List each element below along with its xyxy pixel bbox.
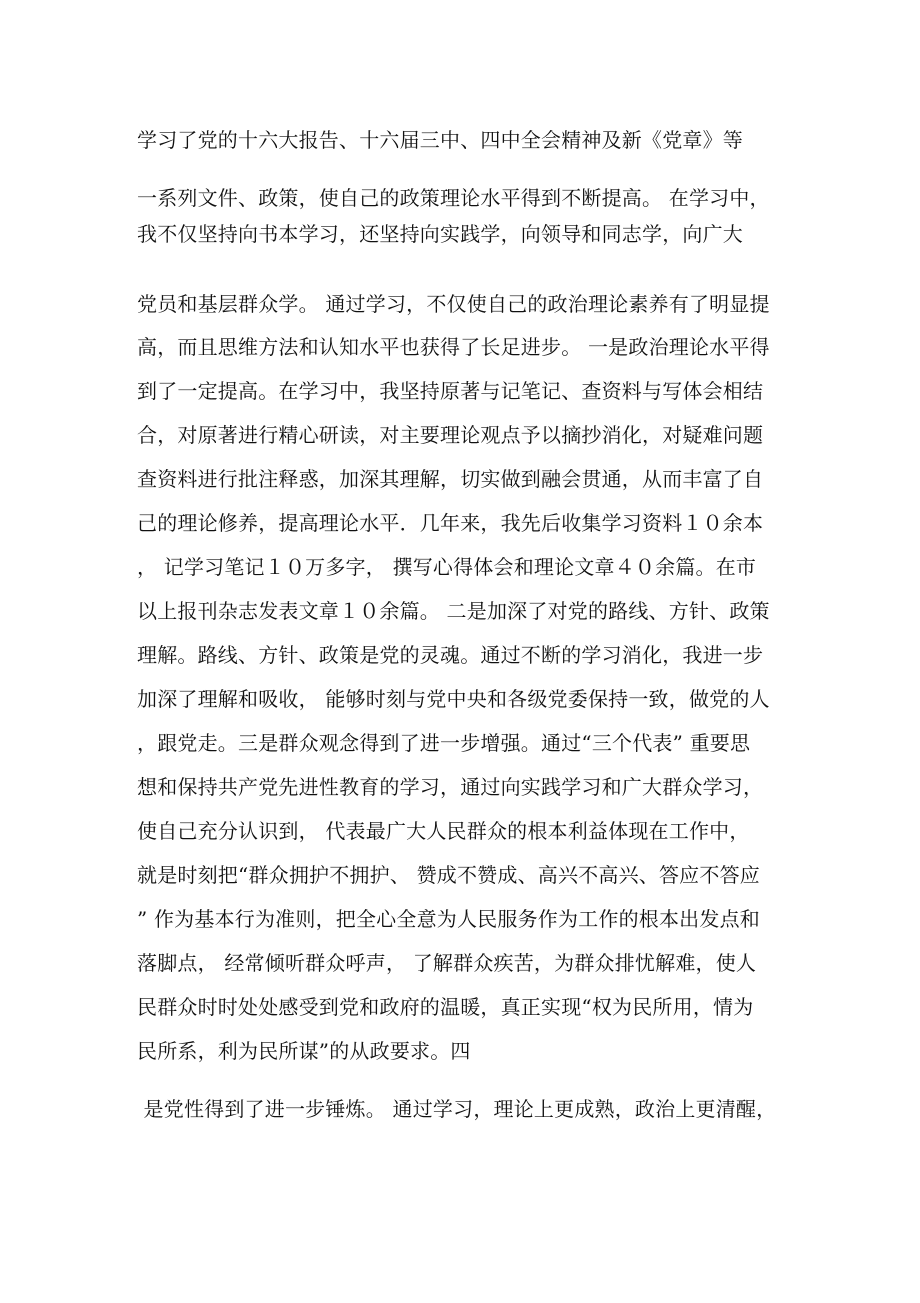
text-line: 加深了理解和吸收， 能够时刻与党中央和各级党委保持一致，做党的人 — [137, 687, 770, 711]
text-line: ” 作为基本行为准则，把全心全意为人民服务作为工作的根本出发点和 — [137, 907, 760, 931]
text-line: 是党性得到了进一步锤炼。 通过学习，理论上更成熟，政治上更清醒， — [137, 1097, 777, 1121]
text-line: 落脚点， 经常倾听群众呼声， 了解群众疾苦，为群众排忧解难，使人 — [137, 951, 757, 975]
text-line: 高，而且思维方法和认知水平也获得了长足进步。 一是政治理论水平得 — [137, 335, 770, 359]
text-line: 我不仅坚持向书本学习，还坚持向实践学，向领导和同志学，向广大 — [137, 222, 743, 246]
text-line: 学习了党的十六大报告、十六届三中、四中全会精神及新《党章》等 — [137, 128, 743, 152]
text-line: ， 记学习笔记１０万多字， 撰写心得体会和理论文章４０余篇。在市 — [137, 555, 757, 579]
text-line: 以上报刊杂志发表文章１０余篇。 二是加深了对党的路线、方针、政策 — [137, 599, 770, 623]
text-line: 己的理论修养，提高理论水平．几年来，我先后收集学习资料１０余本 — [137, 511, 764, 535]
text-line: 民群众时时处处感受到党和政府的温暖，真正实现“权为民所用，情为 — [137, 995, 754, 1019]
text-line: 查资料进行批注释惑，加深其理解，切实做到融会贯通，从而丰富了自 — [137, 467, 764, 491]
text-line: 到了一定提高。在学习中，我坚持原著与记笔记、查资料与写体会相结 — [137, 379, 764, 403]
text-line: 民所系，利为民所谋”的从政要求。四 — [137, 1039, 471, 1063]
text-line: 理解。路线、方针、政策是党的灵魂。通过不断的学习消化，我进一步 — [137, 643, 764, 667]
text-line: 一系列文件、政策，使自己的政策理论水平得到不断提高。 在学习中， — [137, 186, 770, 210]
text-line: 党员和基层群众学。 通过学习，不仅使自己的政治理论素养有了明显提 — [137, 292, 770, 316]
text-line: 想和保持共产党先进性教育的学习，通过向实践学习和广大群众学习， — [137, 775, 764, 799]
text-line: 就是时刻把“群众拥护不拥护、 赞成不赞成、高兴不高兴、答应不答应 — [137, 863, 760, 887]
text-line: 合，对原著进行精心研读，对主要理论观点予以摘抄消化，对疑难问题 — [137, 423, 764, 447]
text-line: 使自己充分认识到， 代表最广大人民群众的根本利益体现在工作中， — [137, 819, 750, 843]
text-line: ，跟党走。三是群众观念得到了进一步增强。通过“三个代表” 重要思 — [137, 731, 751, 755]
